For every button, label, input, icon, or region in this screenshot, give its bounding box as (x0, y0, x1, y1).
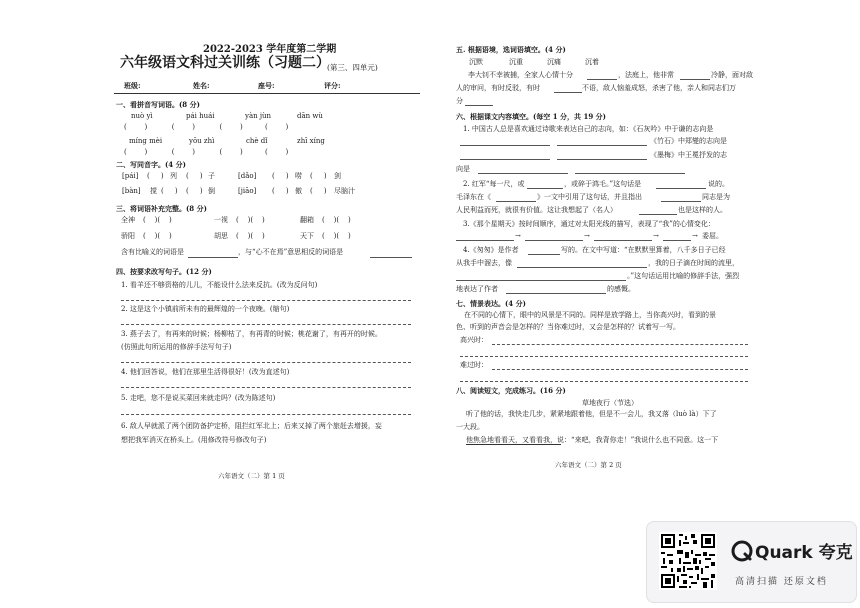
question-text: 的感慨。 (607, 285, 635, 293)
page-footer: 六年语文（二）第 1 页 (218, 472, 285, 480)
question-text: 3. 燕子去了，有再来的时候；杨柳枯了，有再青的时候；桃花谢了，有再开的时候。 (121, 330, 382, 338)
question-text: 《墨梅》中王冕抒发的志 (650, 151, 727, 159)
seat-label: 座号: (258, 81, 275, 90)
section-3-question-b: ，与“心不在焉”意思相反的词语是 (238, 248, 344, 256)
question-text: 从我手中溜去，像 (456, 259, 512, 267)
answer-line (460, 159, 550, 160)
passage-text: 他焦急地看看天，又看看我，说：“来吧，我背你走！”我说什么也不同意。这一下 (466, 436, 719, 444)
answer-line (460, 356, 748, 357)
answer-line (680, 79, 710, 80)
passage-text: 冷静，面对敌 (711, 71, 753, 79)
quark-brand: Quark 夸克 (755, 543, 853, 563)
answer-line (656, 188, 706, 189)
word-choice: 沉重 (509, 58, 523, 66)
right-page (430, 0, 860, 608)
char: 尽脑汁 (334, 187, 355, 195)
score-label: 评分: (324, 81, 341, 90)
passage-text: 听了他的话，我快走几步，紧紧地跟着他，但是不一会儿，我又落（luò là）下了 (466, 410, 717, 418)
section-8-heading: 八、阅读短文，完成练习。(16 分) (456, 386, 566, 395)
question-text: 同志是为 (702, 193, 730, 201)
passage-text: 一大段。 (456, 423, 484, 431)
question-text: 4. 他们回答说，他们在那里生活得很好！(改为直述句) (121, 368, 290, 376)
bracket: ( )( ) (236, 232, 265, 240)
pinyin: nuò yì (131, 112, 153, 120)
prompt-text: 在不同的心情下，眼中的风景是不同的。同样是放学路上，当你高兴时，看到的景 (464, 311, 716, 319)
question-text: 》一文中引用了这句话，并且指出 (537, 193, 642, 201)
section-5-heading: 五. 根据语境，选词语填空。(4 分) (456, 45, 566, 54)
answer-line (121, 362, 411, 363)
answer-line (460, 381, 748, 382)
pinyin: [dǎo] (238, 172, 257, 180)
passage-text: 分 (456, 97, 463, 105)
answer-line (575, 173, 685, 174)
char: 唠 (295, 172, 302, 180)
answer-line (496, 201, 536, 202)
question-text: ，我的日子滴在时间的流里， (648, 259, 739, 267)
page-footer: 六年语文（二）第 2 页 (555, 461, 622, 469)
school-year: 2022-2023 学年度第二学期 (203, 44, 337, 55)
quark-slogan: 高清扫描 还原文档 (735, 577, 828, 587)
char: 倒 (208, 187, 215, 195)
bracket: ( ) (310, 172, 327, 180)
arrow: → (692, 232, 698, 240)
bracket: ( ) (186, 187, 203, 195)
answer-line (188, 257, 238, 258)
answer-line (460, 145, 550, 146)
bracket: ( ) (272, 187, 289, 195)
pinyin: pái huái (186, 112, 215, 120)
answer-line (587, 79, 617, 80)
char: 搅 (150, 187, 157, 195)
pinyin: míng mèi (129, 137, 163, 145)
answer-line (594, 240, 652, 241)
bracket: ( )( ) (322, 216, 351, 224)
bracket: ( )( ) (143, 216, 172, 224)
question-text: 1. 看羊还不够资格的儿儿，不能设什么法来反抗。(改为反问句) (121, 281, 318, 289)
bracket: ( ) (186, 172, 203, 180)
class-label: 班级: (124, 81, 141, 90)
question-text: 委屈。 (702, 232, 723, 240)
pinyin: [jiāo] (238, 187, 257, 195)
answer-line (465, 105, 493, 106)
idiom-stem: 全神 (121, 216, 135, 224)
happy-label: 高兴时： (460, 336, 488, 344)
answer-line (554, 92, 582, 93)
question-text: 写的。在文中写道：“在默默里算着，八千多日子已经 (561, 246, 726, 254)
answer-line (663, 240, 691, 241)
passage-title: 草地夜行（节选） (582, 399, 638, 407)
pinyin: yōu zhì (189, 137, 215, 145)
answer-line (557, 159, 647, 160)
title-units: (第三、四单元) (327, 63, 378, 72)
section-4-heading: 四、按要求改写句子。(12 分) (116, 267, 212, 276)
answer-line (492, 344, 748, 345)
underline-mark (466, 444, 561, 445)
answer-line (121, 324, 411, 325)
arrow: → (653, 232, 659, 240)
answer-line (121, 387, 411, 388)
pinyin: dān wù (297, 112, 323, 120)
answer-line (527, 188, 563, 189)
bracket: ( ) (147, 172, 164, 180)
question-text: 人民利益而死，就很有价值。这让我想起了（名人） (456, 206, 617, 214)
pinyin: chè dǐ (246, 137, 268, 145)
word-choice: 沉着 (585, 58, 599, 66)
bracket: ( )( ) (322, 232, 351, 240)
passage-text: 人的审问，有时反驳，有时 (456, 84, 540, 92)
answer-brackets: ( ) ( ) ( ) ( ) (124, 123, 289, 131)
prompt-text: 色、听到的声音会是怎样的？当你难过时，又会是怎样的？试着写一写。 (456, 323, 680, 331)
idiom-stem: 一视 (214, 216, 228, 224)
char: 傲 (295, 187, 302, 195)
answer-line (661, 201, 701, 202)
quark-logo-icon (731, 540, 753, 562)
word-choice: 沉默 (469, 58, 483, 66)
answer-line (528, 254, 560, 255)
passage-text: 李大钊不幸被捕，全家人心情十分 (468, 71, 573, 79)
bracket: ( ) (272, 172, 289, 180)
answer-line (639, 214, 677, 215)
question-text: 6. 敌人早就派了两个团防备护定桥，阻拦红军北上；后来又掉了两个旅赶去增援，妄 (121, 422, 382, 430)
answer-line (121, 300, 411, 301)
question-text: 。”这句话运用比喻的修辞手法，强烈 (627, 272, 740, 280)
question-text: 毛泽东在《 (456, 193, 491, 201)
page-title: 六年级语文科过关训练（习题二） (120, 55, 330, 71)
name-label: 姓名: (193, 81, 210, 90)
passage-text: ，法庭上，他非常 (618, 71, 674, 79)
pinyin: [pái] (122, 172, 139, 180)
question-text: 也是这样的人。 (678, 206, 727, 214)
quark-watermark-card[interactable] (646, 521, 857, 603)
arrow: → (515, 232, 521, 240)
question-text: 2. 这是这个小镇前所未有的最辉煌的一个夜晚。(缩句) (121, 305, 290, 313)
question-text: 4.《匆匆》是作者 (463, 246, 519, 254)
question-text: ，或碎于鸿毛。”这句话是 (564, 180, 642, 188)
word-choice: 沉痛 (547, 58, 561, 66)
pinyin: yàn jùn (245, 112, 272, 120)
answer-line (121, 414, 411, 415)
answer-line (557, 145, 647, 146)
question-text: 想把我军消灭在桥头上。(用修改符号修改句子) (121, 436, 267, 444)
question-text: 2. 红军“每一尺，或 (463, 180, 525, 188)
answer-line (478, 173, 568, 174)
answer-line (517, 267, 647, 268)
char: 剑 (334, 172, 341, 180)
answer-line (370, 257, 412, 258)
pinyin: zhī xíng (297, 137, 325, 145)
section-2-heading: 二、写同音字。(4 分) (116, 160, 186, 169)
section-3-heading: 三、将词语补充完整。(8 分) (116, 204, 207, 213)
answer-line (492, 369, 748, 370)
answer-brackets: ( ) ( ) ( ) ( ) (124, 148, 289, 156)
section-7-heading: 七、情景表达。(4 分) (456, 299, 526, 308)
idiom-stem: 翻箱 (300, 216, 314, 224)
answer-line (525, 240, 583, 241)
answer-line (456, 240, 514, 241)
bracket: ( ) (310, 187, 327, 195)
question-text: 3.《那个星期天》按时间顺序，通过对太阳光线的描写，表现了“我”的心情变化： (463, 220, 715, 228)
idiom-stem: 胡思 (214, 232, 228, 240)
char: 子 (208, 172, 215, 180)
bracket: ( ) (161, 187, 178, 195)
section-3-question-a: 含有比喻义的词语是 (121, 248, 184, 256)
question-text: 1. 中国古人总是喜欢通过诗歌来表达自己的志向，如：《石灰吟》中于谦的志向是 (463, 125, 714, 133)
question-text: (仿照此句所运用的修辞手法写句子) (121, 343, 232, 351)
char: 列 (170, 172, 177, 180)
section-6-heading: 六、根据课文内容填空。(每空 1 分，共 19 分) (456, 112, 606, 121)
arrow: → (584, 232, 590, 240)
bracket: ( )( ) (143, 232, 172, 240)
qr-code-icon (659, 532, 717, 590)
question-text: 《竹石》中郑燮的志向是 (650, 137, 727, 145)
question-text: 5. 走吧，您不是说买菜回来就走吗？(改为陈述句) (121, 394, 276, 402)
header-divider (114, 93, 420, 94)
answer-line (506, 293, 606, 294)
question-text: 地表达了作者 (456, 285, 498, 293)
section-1-heading: 一、看拼音写词语。(8 分) (116, 100, 200, 109)
idiom-stem: 骄阳 (121, 232, 135, 240)
idiom-stem: 天下 (300, 232, 314, 240)
sad-label: 难过时： (460, 361, 488, 369)
question-text: 向是 (456, 165, 470, 173)
pinyin: [bàn] (122, 187, 141, 195)
passage-text: 不语，敌人恼羞成怒，杀害了他，亲人和同志们万 (582, 84, 736, 92)
bracket: ( )( ) (236, 216, 265, 224)
answer-line (456, 280, 626, 281)
question-text: 说的。 (708, 180, 729, 188)
